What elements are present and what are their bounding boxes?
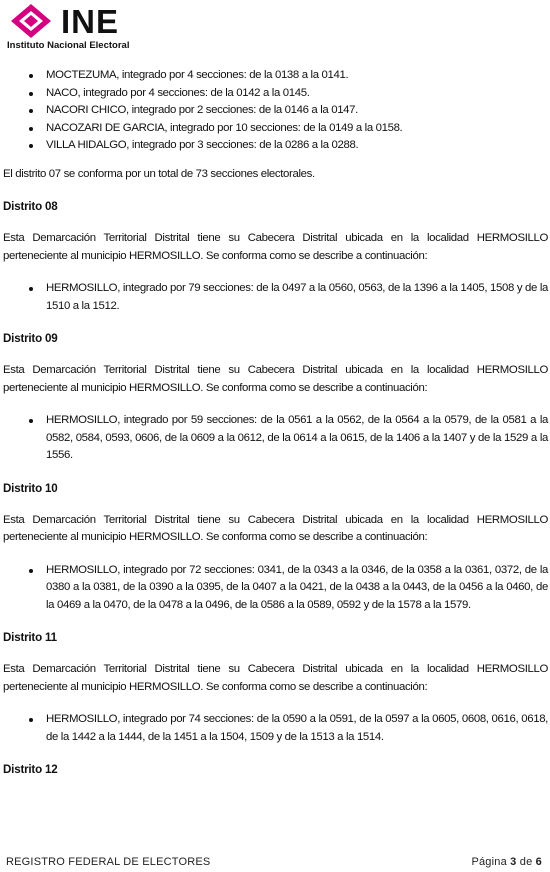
district-paragraph: Esta Demarcación Territorial Distrital tiene su Cabecera Distrital ubicada en la localidad HERMOSILLO perteneciente al municipio HERMOSILLO. Se conforma como se describe a continuación:	[3, 663, 548, 693]
list-item: NACOZARI DE GARCIA, integrado por 10 secciones: de la 0149 a la 0158.	[3, 120, 548, 138]
section-list	[3, 412, 548, 465]
list-item: NACO, integrado por 4 secciones: de la 0142 a la 0145.	[3, 85, 548, 103]
document-body	[3, 67, 548, 778]
section-list	[3, 280, 548, 315]
section-list	[3, 711, 548, 746]
district-heading: Distrito 08	[3, 200, 58, 213]
list-item: VILLA HIDALGO, integrado por 3 secciones: de la 0286 a la 0288.	[3, 137, 548, 155]
list-item: NACORI CHICO, integrado por 2 secciones: de la 0146 a la 0147.	[3, 102, 548, 120]
page-word: Página	[471, 856, 507, 868]
list-item: HERMOSILLO, integrado por 59 secciones: de la 0561 a la 0562, de la 0564 a la 0579, de la 0581 a la 0582, 0584, 0593, 0606, de la 0609 a la 0612, de la 0614 a la 0615, de la 1406 a la 1407 y de la 1529 a la 1556.	[3, 412, 548, 465]
of-word: de	[519, 856, 533, 868]
district-paragraph: Esta Demarcación Territorial Distrital tiene su Cabecera Distrital ubicada en la localidad HERMOSILLO perteneciente al municipio HERMOSILLO. Se conforma como se describe a continuación:	[3, 232, 548, 262]
list-item: HERMOSILLO, integrado por 79 secciones: de la 0497 a la 0560, 0563, de la 1396 a la 1405, 1508 y de la 1510 a la 1512.	[3, 280, 548, 315]
page-indicator	[471, 856, 542, 868]
district-heading: Distrito 09	[3, 332, 58, 345]
district-summary: El distrito 07 se conforma por un total de 73 secciones electorales.	[3, 167, 315, 180]
list-item: HERMOSILLO, integrado por 74 secciones: de la 0590 a la 0591, de la 0597 a la 0605, 0608, 0616, 0618, de la 1442 a la 1444, de la 1451 a la 1504, 1509 y de la 1513 a la 1514.	[3, 711, 548, 746]
page-total: 6	[535, 856, 542, 868]
list-item: HERMOSILLO, integrado por 72 secciones: 0341, de la 0343 a la 0346, de la 0358 a la 0361, 0372, de la 0380 a la 0381, de la 0390 a la 0395, de la 0407 a la 0421, de la 0438 a la 0443, de la 0456 a la 0460, de la 0469 a la 0470, de la 0478 a la 0496, de la 0586 a la 0589, 0592 y de la 1578 a la 1579.	[3, 562, 548, 615]
list-item: MOCTEZUMA, integrado por 4 secciones: de la 0138 a la 0141.	[3, 67, 548, 85]
ine-logo-icon	[5, 2, 61, 40]
district-heading: Distrito 12	[3, 763, 58, 776]
district-heading: Distrito 11	[3, 631, 57, 644]
municipality-list	[3, 67, 548, 155]
footer-registry-label: REGISTRO FEDERAL DE ELECTORES	[6, 856, 211, 868]
section-list	[3, 562, 548, 615]
page-number: 3	[510, 856, 517, 868]
organization-name: Instituto Nacional Electoral	[7, 40, 130, 51]
district-paragraph: Esta Demarcación Territorial Distrital tiene su Cabecera Distrital ubicada en la localidad HERMOSILLO perteneciente al municipio HERMOSILLO. Se conforma como se describe a continuación:	[3, 364, 548, 394]
district-heading: Distrito 10	[3, 481, 58, 495]
district-paragraph: Esta Demarcación Territorial Distrital tiene su Cabecera Distrital ubicada en la localidad HERMOSILLO perteneciente al municipio HERMOSILLO. Se conforma como se describe a continuación:	[3, 513, 548, 543]
header	[5, 2, 165, 54]
logo-text: INE	[61, 3, 120, 40]
